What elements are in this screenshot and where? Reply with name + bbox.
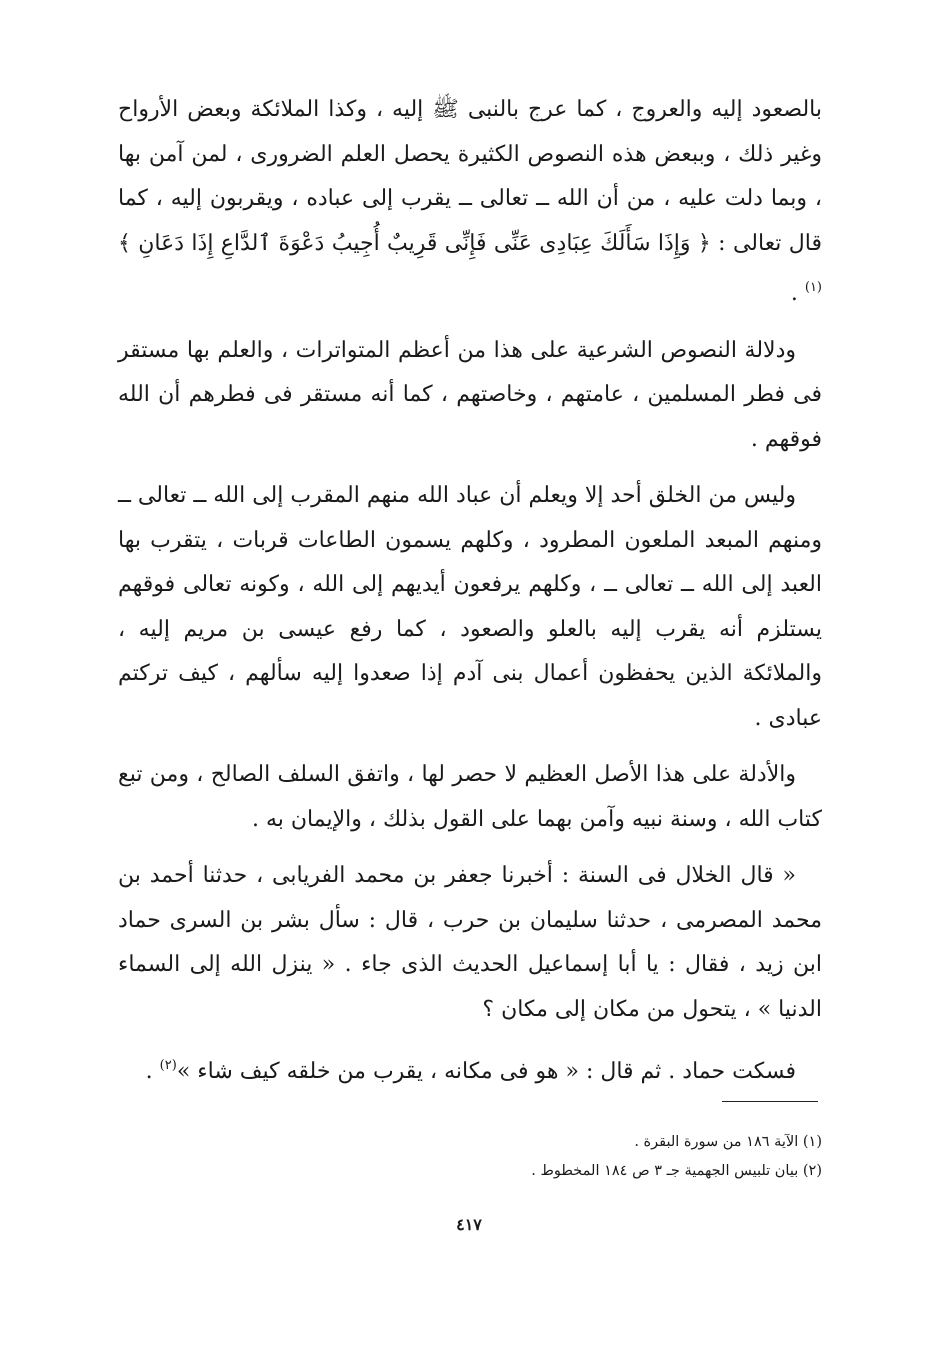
- paragraph-text: وليس من الخلق أحد إلا ويعلم أن عباد الله منهم المقرب إلى الله ــ تعالى ــ ومنهم المبعد الملعون المطرود ، وكلهم يسمون الطاعات قربات ، يتقرب بها العبد إلى الله ــ تعالى ــ ، وكلهم يرفعون أيديهم إلى الله ، وكونه تعالى فوقهم يستلزم أنه يقرب إليه بالعلو والصعود ، كما رفع عيسى بن مريم إليه ، والملائكة الذين يحفظون أعمال بنى آدم إذا صعدوا إليه سألهم ، كيف تركتم عبادى .: [118, 483, 822, 731]
- paragraph-text: ودلالة النصوص الشرعية على هذا من أعظم المتواترات ، والعلم بها مستقر فى فطر المسلمين ، عامتهم ، وخاصتهم ، كما أنه مستقر فى فطرهم أن الله فوقهم .: [118, 337, 822, 452]
- paragraph-text: والأدلة على هذا الأصل العظيم لا حصر لها ، واتفق السلف الصالح ، ومن تبع كتاب الله ، وسنة نبيه وآمن بهما على القول بذلك ، والإيمان به .: [118, 762, 822, 832]
- paragraph-text: فسكت حماد . ثم قال : « هو فى مكانه ، يقرب من خلقه كيف شاء »: [176, 1059, 796, 1084]
- paragraph-text: « قال الخلال فى السنة : أخبرنا جعفر بن محمد الفريابى ، حدثنا أحمد بن محمد المصرمى ، حدثنا سليمان بن حرب ، قال : سأل بشر بن السرى حماد ابن زيد ، فقال : يا أبا إسماعيل الحديث الذى جاء . « ينزل الله إلى السماء الدنيا » ، يتحول من مكان إلى مكان ؟: [118, 863, 822, 1022]
- paragraph-3: [118, 474, 822, 741]
- paragraph-text: بالصعود إليه والعروج ، كما عرج بالنبى ﷺ إليه ، وكذا الملائكة وبعض الأرواح وغير ذلك ، وببعض هذه النصوص الكثيرة يحصل العلم الضرورى ، لمن آمن بها ، وبما دلت عليه ، من أن الله ــ تعالى ــ يقرب إلى عباده ، ويقربون إليه ، كما قال تعالى : ﴿ وَإِذَا سَأَلَكَ عِبَادِى عَنِّى فَإِنِّى قَرِيبٌ أُجِيبُ دَعْوَةَ ٱلدَّاعِ إِذَا دَعَانِ ﴾: [118, 97, 822, 256]
- paragraph-1: [118, 88, 822, 317]
- paragraph-6: [118, 1044, 822, 1095]
- footnote-1: (١) الآية ١٨٦ من سورة البقرة .: [634, 1134, 822, 1150]
- paragraph-tail: .: [145, 1059, 160, 1084]
- paragraph-tail: .: [790, 281, 805, 306]
- paragraph-5: [118, 854, 822, 1032]
- main-text: [118, 88, 822, 1107]
- footnote-ref: (٢): [159, 1058, 177, 1073]
- footnote-ref: (١): [804, 280, 822, 295]
- footnote-separator: [722, 1101, 818, 1102]
- paragraph-2: [118, 329, 822, 463]
- footnote-2: (٢) بيان تلبيس الجهمية جـ ٣ ص ١٨٤ المخطوط .: [531, 1163, 822, 1179]
- page-number: ٤١٧: [456, 1215, 482, 1234]
- paragraph-4: [118, 753, 822, 842]
- footnotes: [118, 1128, 822, 1186]
